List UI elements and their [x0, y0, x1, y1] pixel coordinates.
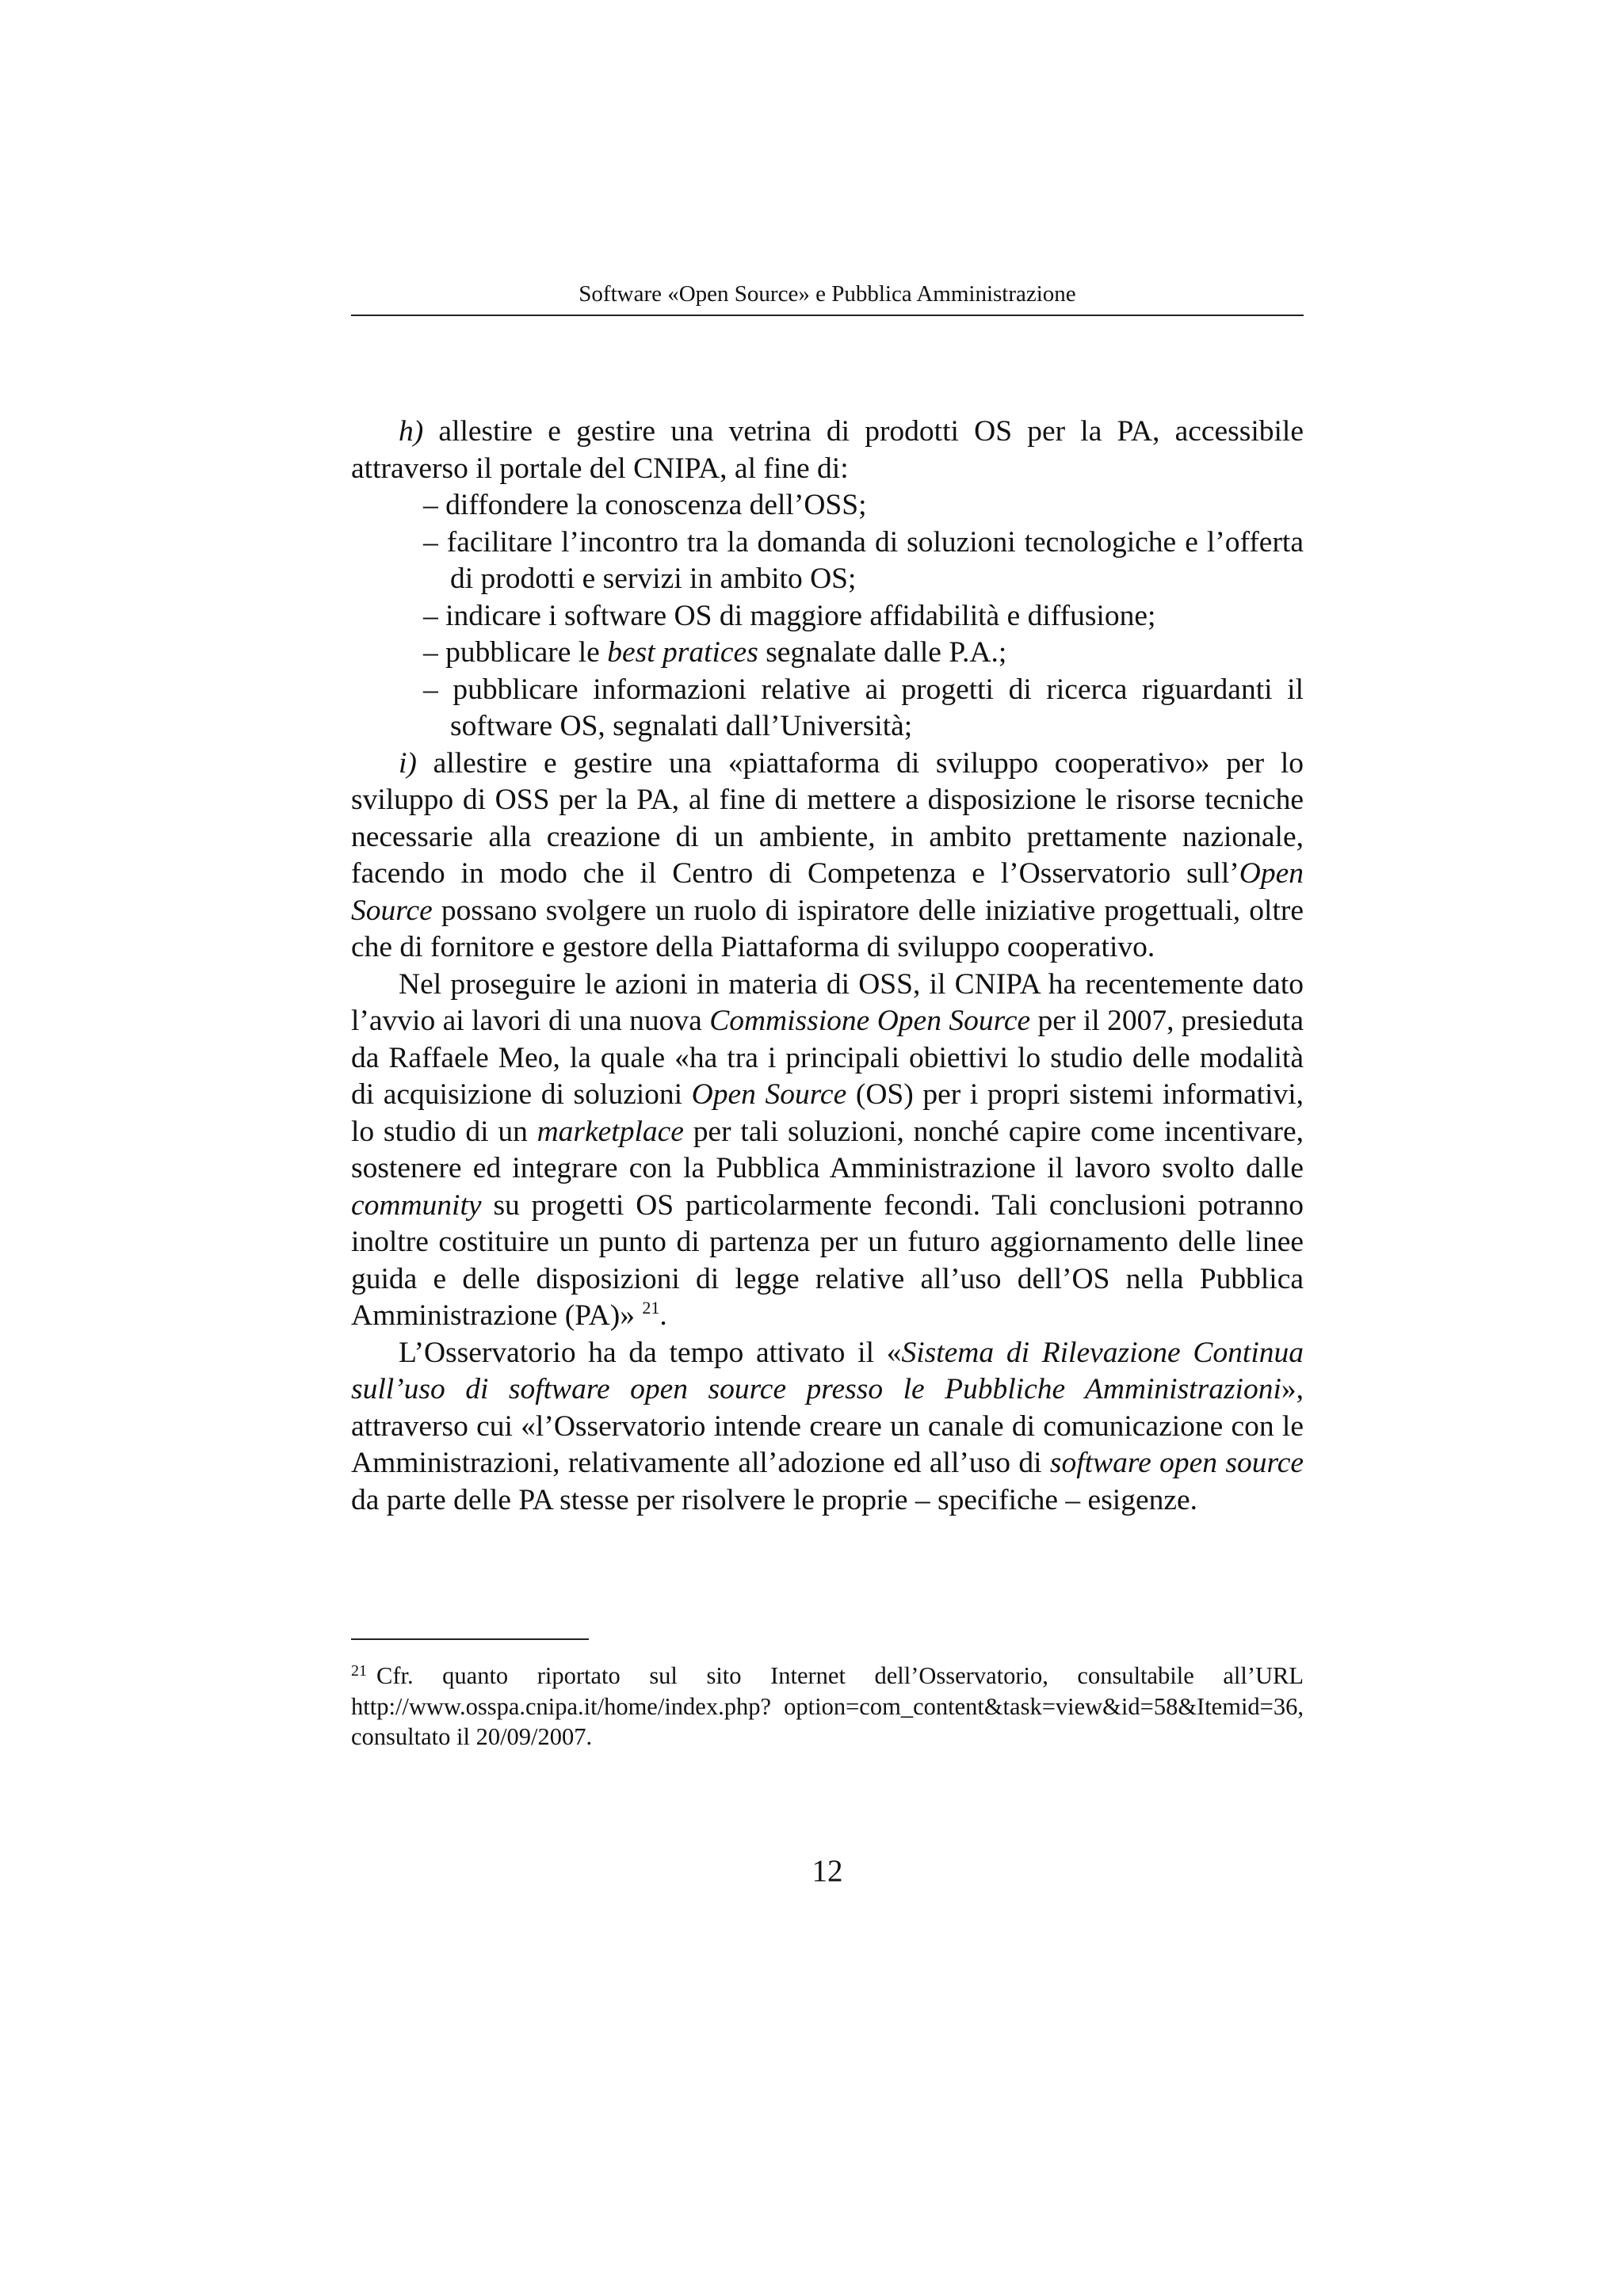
- paragraph-emphasis: software open source: [1049, 1447, 1304, 1479]
- list-item-emphasis: best pratices: [607, 636, 758, 669]
- paragraph-emphasis: community: [351, 1188, 482, 1222]
- header-rule: [351, 315, 1304, 316]
- item-h-bullet-list: [351, 487, 1304, 746]
- list-item: – facilitare l’incontro tra la domanda di soluzioni tecnologiche e l’offerta di prodotti e servizi in ambito OS;: [423, 525, 1304, 595]
- paragraph-text: (OS) per i propri sistemi informativi, lo studio di un: [351, 1078, 1304, 1148]
- footnote-text: Cfr. quanto riportato sul sito Internet dell’Osservatorio, consultabile all’URL http://www.osspa.cnipa.it/home/index.php? option=com_content&task=view&id=58&Itemid=36, consultato il 20/09/2007.: [351, 1662, 1304, 1750]
- running-head: Software «Open Source» e Pubblica Amministrazione: [579, 281, 1076, 307]
- footnote-rule: [351, 1638, 589, 1640]
- footnote-paragraph: [351, 1656, 1304, 1753]
- item-i-text: possano svolgere un ruolo di ispiratore delle iniziative progettuali, oltre che di fornitore e gestore della Piattaforma di sviluppo cooperativo.: [351, 894, 1304, 963]
- list-item: – diffondere la conoscenza dell’OSS;: [423, 489, 867, 521]
- item-h-intro: [351, 414, 1304, 487]
- paragraph-emphasis: Open Source: [691, 1078, 847, 1111]
- paragraph-text: L’Osservatorio ha da tempo attivato il «: [399, 1336, 902, 1369]
- paragraph-text: per il 2007, presieduta da Raffaele Meo, la quale «ha tra i principali obiettivi lo studio delle modalità di acquisizione di soluzioni: [351, 1005, 1304, 1111]
- paragraph-osservatorio: [351, 1335, 1304, 1520]
- item-h-label: h): [399, 415, 424, 448]
- paragraph-text: », attraverso cui «l’Osservatorio intende creare un canale di comunicazione con le Amministrazioni, relativamente all’adozione ed all’uso di: [351, 1373, 1304, 1479]
- item-i-label: i): [399, 746, 417, 780]
- list-item: [423, 635, 1304, 672]
- list-item: – pubblicare informazioni relative ai progetti di ricerca riguardanti il software OS, segnalati dall’Università;: [423, 673, 1304, 742]
- footnote-number: 21: [351, 1662, 367, 1680]
- item-h-text: allestire e gestire una vetrina di prodotti OS per la PA, accessibile attraverso il portale del CNIPA, al fine di:: [351, 415, 1304, 485]
- paragraph-text: da parte delle PA stesse per risolvere le proprie – specifiche – esigenze.: [351, 1483, 1198, 1516]
- item-i-paragraph: [351, 746, 1304, 967]
- body-text: [351, 414, 1304, 1519]
- paragraph-emphasis: marketplace: [537, 1115, 684, 1148]
- paragraph-text: per tali soluzioni, nonché capire come incentivare, sostenere ed integrare con la Pubblica Amministrazione il lavoro svolto dalle: [351, 1115, 1304, 1184]
- list-item-text: segnalate dalle P.A.;: [758, 636, 1007, 669]
- paragraph-emphasis: Sistema di Rilevazione Continua sull’uso di software open source presso le Pubbliche Amministrazioni: [351, 1336, 1304, 1405]
- page-number: 12: [812, 1854, 843, 1888]
- paragraph-commissione: [351, 967, 1304, 1335]
- footnote: [351, 1656, 1304, 1753]
- footnote-reference[interactable]: 21: [642, 1298, 660, 1318]
- paragraph-text: Nel proseguire le azioni in materia di OSS, il CNIPA ha recentemente dato l’avvio ai lavori di una nuova: [351, 967, 1304, 1037]
- item-i-emphasis: Open Source: [351, 857, 1304, 927]
- list-item-text: – pubblicare le: [423, 636, 608, 669]
- paragraph-text: .: [659, 1299, 667, 1332]
- item-i-text: allestire e gestire una «piattaforma di sviluppo cooperativo» per lo sviluppo di OSS per la PA, al fine di mettere a disposizione le risorse tecniche necessarie alla creazione di un ambiente, in ambito prettamente nazionale, facendo in modo che il Centro di Competenza e l’Osservatorio sull’: [351, 746, 1304, 890]
- paragraph-text: su progetti OS particolarmente fecondi. Tali conclusioni potranno inoltre costituire un punto di partenza per un futuro aggiornamento delle linee guida e delle disposizioni di legge relative all’uso dell’OS nella Pubblica Amministrazione (PA)»: [351, 1188, 1304, 1332]
- list-item: – indicare i software OS di maggiore affidabilità e diffusione;: [423, 599, 1156, 632]
- paragraph-emphasis: Commissione Open Source: [709, 1005, 1031, 1037]
